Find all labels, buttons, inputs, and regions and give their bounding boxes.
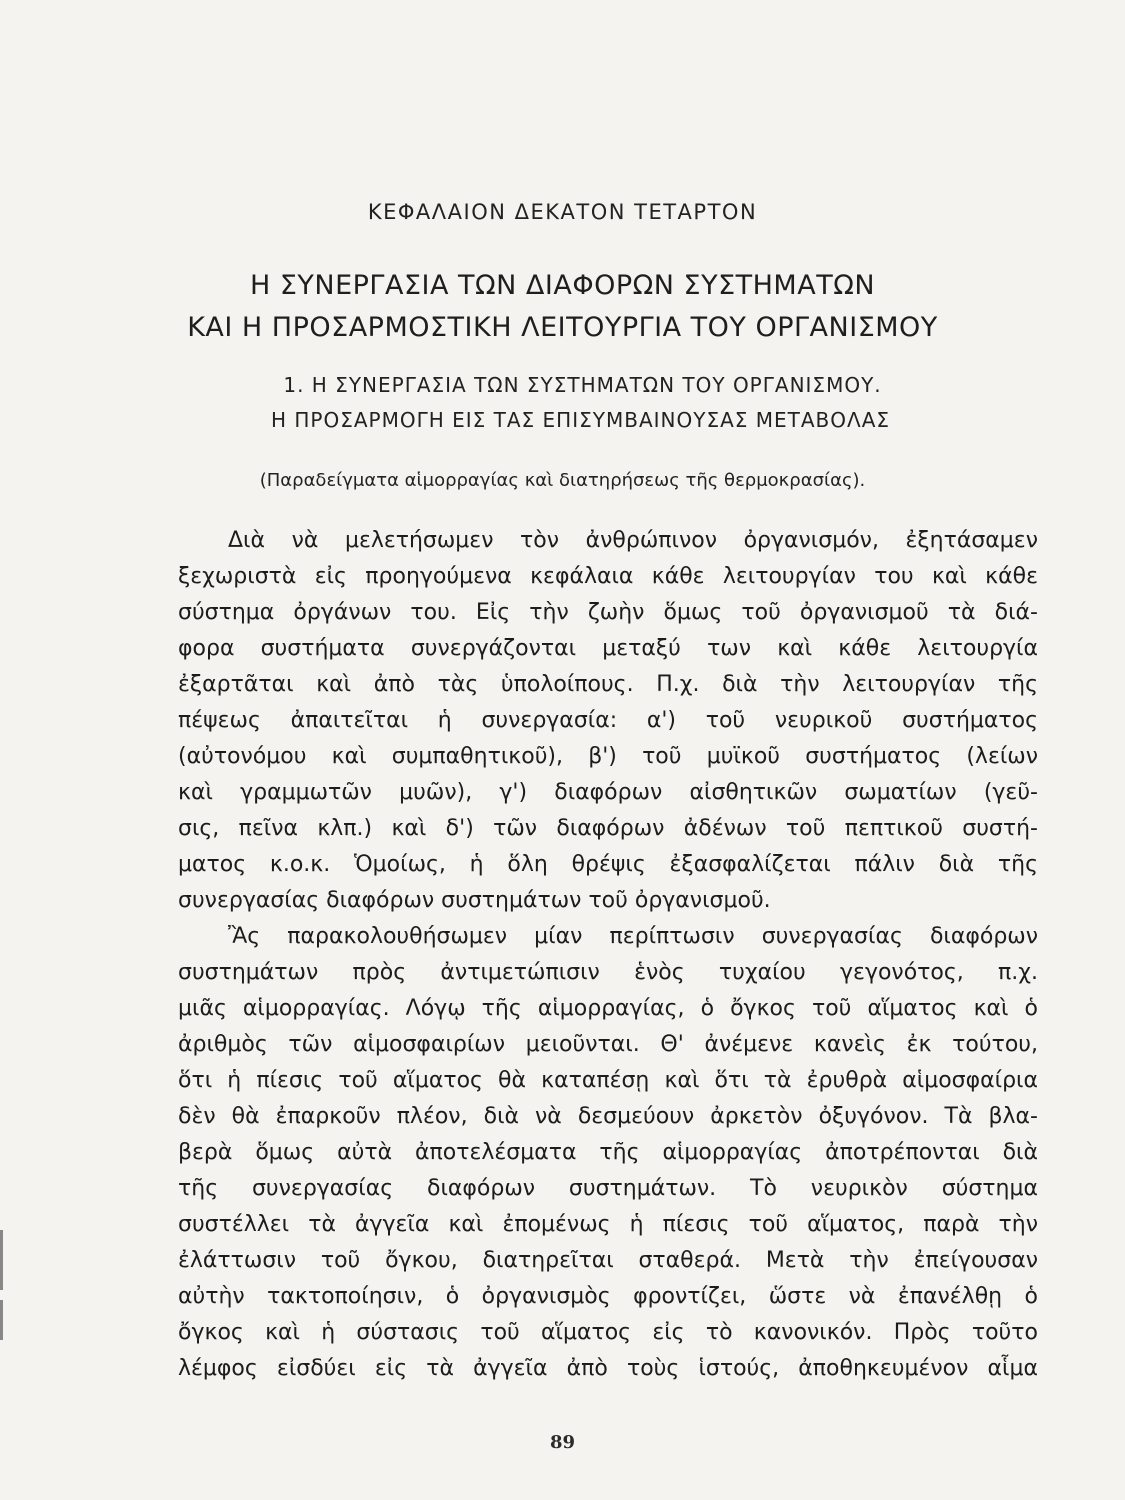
body-line: συνεργασίας διαφόρων συστημάτων τοῦ ὀργανισμοῦ. <box>178 888 771 913</box>
body-line: Ἂς παρακολουθήσωμεν μίαν περίπτωσιν συνεργασίας διαφόρων <box>228 924 1038 949</box>
body-line: ἐλάττωσιν τοῦ ὄγκου, διατηρεῖται σταθερά. Μετὰ τὴν ἐπείγουσαν <box>178 1248 1038 1273</box>
body-line: σις, πεῖνα κλπ.) καὶ δ') τῶν διαφόρων ἀδένων τοῦ πεπτικοῦ συστή- <box>178 816 1038 841</box>
chapter-title-line-2: ΚΑΙ Η ΠΡΟΣΑΡΜΟΣΤΙΚΗ ΛΕΙΤΟΥΡΓΙΑ ΤΟΥ ΟΡΓΑΝΙΣΜΟΥ <box>187 312 938 343</box>
binding-mark <box>0 1230 3 1290</box>
body-line: πέψεως ἀπαιτεῖται ἡ συνεργασία: α') τοῦ νευρικοῦ συστήματος <box>178 708 1038 733</box>
body-line: καὶ γραμμωτῶν μυῶν), γ') διαφόρων αἰσθητικῶν σωματίων (γεῦ- <box>178 780 1038 805</box>
body-line: σύστημα ὀργάνων του. Εἰς τὴν ζωὴν ὅμως τοῦ ὀργανισμοῦ τὰ διά- <box>178 600 1038 625</box>
chapter-label: ΚΕΦΑΛΑΙΟΝ ΔΕΚΑΤΟΝ ΤΕΤΑΡΤΟΝ <box>367 200 758 224</box>
body-line: (αὐτονόμου καὶ συμπαθητικοῦ), β') τοῦ μυϊκοῦ συστήματος (λείων <box>178 744 1038 769</box>
body-line: ξεχωριστὰ εἰς προηγούμενα κεφάλαια κάθε λειτουργίαν του καὶ κάθε <box>178 564 1038 589</box>
binding-mark <box>0 1300 3 1340</box>
chapter-title-line-1: Η ΣΥΝΕΡΓΑΣΙΑ ΤΩΝ ΔΙΑΦΟΡΩΝ ΣΥΣΤΗΜΑΤΩΝ <box>249 270 876 301</box>
body-line: δὲν θὰ ἐπαρκοῦν πλέον, διὰ νὰ δεσμεύουν ἀρκετὸν ὀξυγόνον. Τὰ βλα- <box>178 1104 1038 1129</box>
body-line: ὅτι ἡ πίεσις τοῦ αἵματος θὰ καταπέσῃ καὶ ὅτι τὰ ἐρυθρὰ αἱμοσφαίρια <box>178 1068 1038 1093</box>
body-line: ἐξαρτᾶται καὶ ἀπὸ τὰς ὑπολοίπους. Π.χ. διὰ τὴν λειτουργίαν τῆς <box>178 672 1038 697</box>
section-heading-line-2: Η ΠΡΟΣΑΡΜΟΓΗ ΕΙΣ ΤΑΣ ΕΠΙΣΥΜΒΑΙΝΟΥΣΑΣ ΜΕΤΑΒΟΛΑΣ <box>270 408 891 432</box>
body-line: τῆς συνεργασίας διαφόρων συστημάτων. Τὸ νευρικὸν σύστημα <box>178 1176 1038 1201</box>
body-line: συστημάτων πρὸς ἀντιμετώπισιν ἑνὸς τυχαίου γεγονότος, π.χ. <box>178 960 1038 985</box>
body-line: βερὰ ὅμως αὐτὰ ἀποτελέσματα τῆς αἱμορραγίας ἀποτρέπονται διὰ <box>178 1140 1038 1165</box>
body-line: λέμφος εἰσδύει εἰς τὰ ἀγγεῖα ἀπὸ τοὺς ἱστούς, ἀποθηκευμένον αἷμα <box>178 1356 1038 1381</box>
body-line: ἀριθμὸς τῶν αἱμοσφαιρίων μειοῦνται. Θ' ἀνέμενε κανεὶς ἐκ τούτου, <box>178 1032 1038 1057</box>
page-number: 89 <box>549 1432 576 1453</box>
body-text <box>178 523 1038 1387</box>
body-line: Διὰ νὰ μελετήσωμεν τὸν ἀνθρώπινον ὀργανισμόν, ἐξητάσαμεν <box>228 528 1038 553</box>
body-line: αὐτὴν τακτοποίησιν, ὁ ὀργανισμὸς φροντίζει, ὥστε νὰ ἐπανέλθῃ ὁ <box>178 1284 1038 1309</box>
examples-note: (Παραδείγματα αἱμορραγίας καὶ διατηρήσεως τῆς θερμοκρασίας). <box>259 470 866 491</box>
body-line: συστέλλει τὰ ἀγγεῖα καὶ ἐπομένως ἡ πίεσις τοῦ αἵματος, παρὰ τὴν <box>178 1212 1038 1237</box>
section-heading-line-1: 1. Η ΣΥΝΕΡΓΑΣΙΑ ΤΩΝ ΣΥΣΤΗΜΑΤΩΝ ΤΟΥ ΟΡΓΑΝΙΣΜΟΥ. <box>283 373 882 397</box>
body-line: φορα συστήματα συνεργάζονται μεταξύ των καὶ κάθε λειτουργία <box>178 636 1038 661</box>
body-line: μιᾶς αἱμορραγίας. Λόγῳ τῆς αἱμορραγίας, ὁ ὄγκος τοῦ αἵματος καὶ ὁ <box>178 996 1038 1021</box>
body-line: ματος κ.ο.κ. Ὁμοίως, ἡ ὅλη θρέψις ἐξασφαλίζεται πάλιν διὰ τῆς <box>178 852 1038 877</box>
body-line: ὄγκος καὶ ἡ σύστασις τοῦ αἵματος εἰς τὸ κανονικόν. Πρὸς τοῦτο <box>178 1320 1038 1345</box>
